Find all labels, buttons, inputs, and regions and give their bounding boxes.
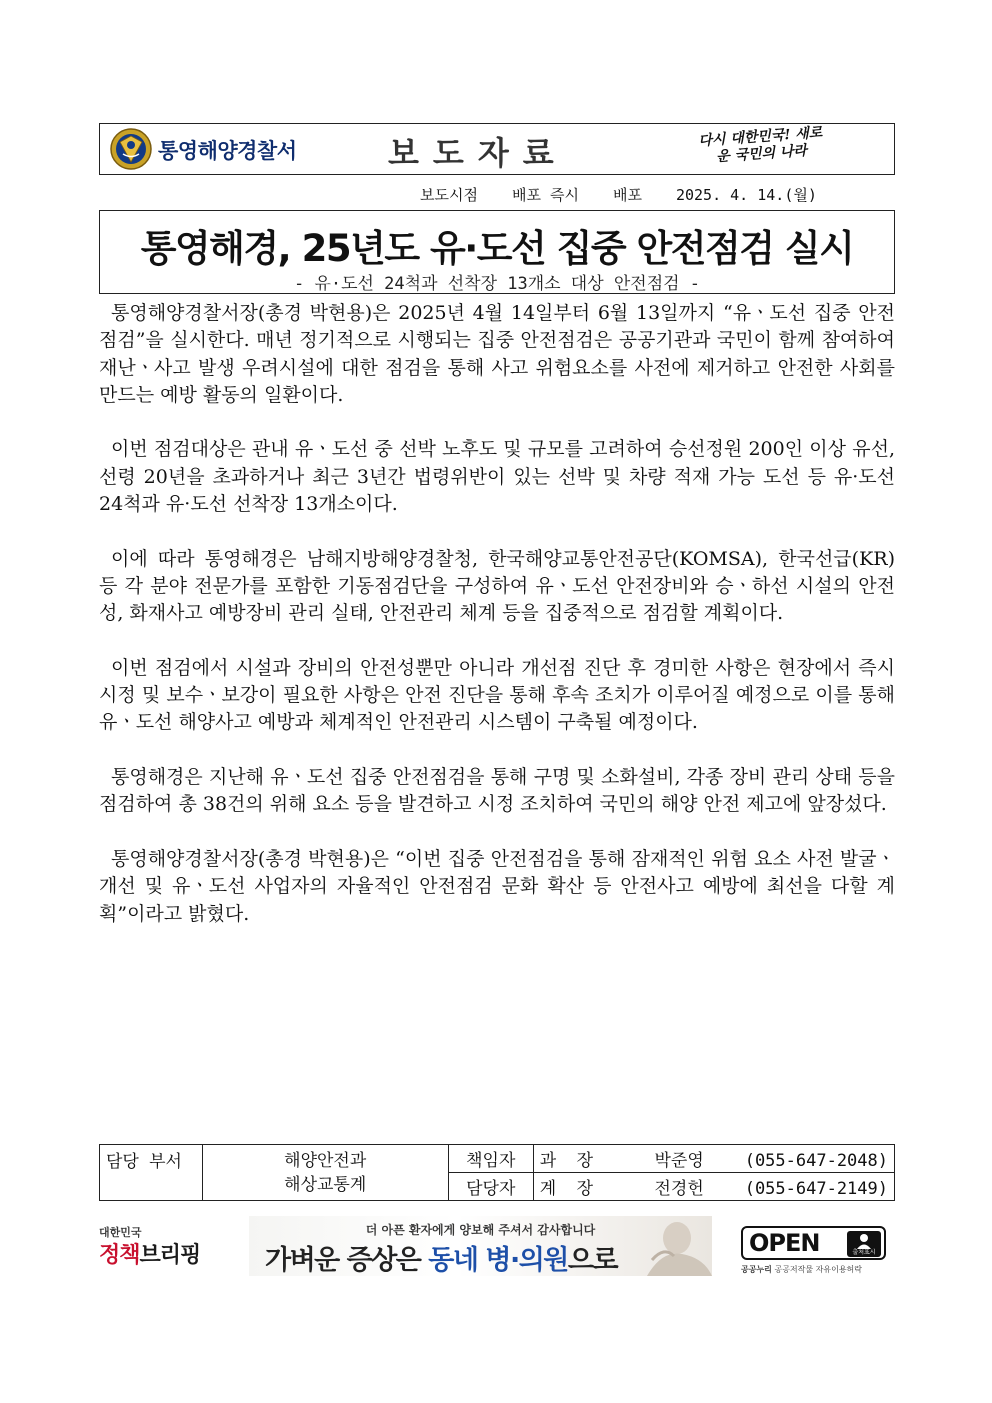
paragraph: 이번 점검대상은 관내 유ㆍ도선 중 선박 노후도 및 규모를 고려하여 승선정원 200인 이상 유선, 선령 20년을 초과하거나 최근 3년간 법령위반이 있는 선박 및 차량 적재 가능 도선 등 유·도선 24척과 유·도선 선착장 13개소이다.	[99, 438, 895, 516]
agency-name: 통영해양경찰서	[158, 139, 297, 163]
table-row	[100, 1145, 895, 1173]
paragraph: 이에 따라 통영해경은 남해지방해양경찰청, 한국해양교통안전공단(KOMSA), 한국선급(KR) 등 각 분야 전문가를 포함한 기동점검단을 구성하여 유ㆍ도선 안전장비와 승ㆍ하선 시설의 안전성, 화재사고 예방장비 관리 실태, 안전관리 체계 등을 집중적으로 점검할 계획이다.	[99, 547, 895, 625]
banner-main-b: 동네 병·의원	[428, 1245, 568, 1276]
campaign-banner[interactable]	[249, 1216, 712, 1276]
contact-detail: 계 장 전경헌 (055-647-2149)	[533, 1173, 894, 1201]
banner-main-text	[265, 1238, 617, 1276]
paragraph: 통영해양경찰서장(총경 박현용)은 “이번 집중 안전점검을 통해 잠재적인 위험 요소 사전 발굴ㆍ개선 및 유ㆍ도선 사업자의 자율적인 안전점검 문화 확산 등 안전사고 예방에 최선을 다할 계획”이라고 밝혔다.	[99, 847, 895, 925]
role-cell: 책임자	[448, 1145, 533, 1173]
open-caption-text: 공공저작물 자유이용허락	[771, 1265, 863, 1274]
release-label: 보도시점	[420, 186, 478, 204]
briefing-name	[99, 1238, 200, 1269]
slogan: 다시 대한민국! 새로운 국민의 나라	[697, 124, 823, 166]
banner-main-c: 으로	[567, 1245, 618, 1276]
dept-unit	[202, 1145, 448, 1201]
headline-title: 통영해경, 25년도 유·도선 집중 안전점검 실시	[140, 227, 854, 270]
briefing-name-a: 정책	[99, 1243, 140, 1268]
footer	[99, 1216, 895, 1278]
header-box	[99, 123, 895, 175]
attribution-badge	[847, 1231, 881, 1257]
headline-subtitle: - 유·도선 24척과 선착장 13개소 대상 안전점검 -	[293, 274, 701, 294]
kogl-open-license[interactable]	[741, 1226, 886, 1276]
dept-label: 담당 부서	[100, 1145, 203, 1201]
briefing-small-label: 대한민국	[99, 1226, 142, 1239]
release-info	[420, 184, 817, 205]
badge-text: 출처표시	[852, 1249, 876, 1256]
unit-line: 해양안전과	[284, 1150, 367, 1171]
briefing-name-b: 브리핑	[139, 1243, 201, 1268]
release-timing: 배포 즉시	[511, 186, 579, 204]
police-emblem-icon	[110, 128, 152, 170]
paragraph: 통영해양경찰서장(총경 박현용)은 2025년 4월 14일부터 6월 13일까지 “유ㆍ도선 집중 안전점검”을 실시한다. 매년 정기적으로 시행되는 집중 안전점검은 공공기관과 국민이 함께 참여하여 재난ㆍ사고 발생 우려시설에 대한 점검을 통해 사고 위험요소를 사전에 제거하고 안전한 사회를 만드는 예방 활동의 일환이다.	[99, 302, 895, 406]
policy-briefing-logo[interactable]	[99, 1224, 209, 1274]
contact-detail: 과 장 박준영 (055-647-2048)	[533, 1145, 894, 1173]
banner-main-a: 가벼운 증상은	[265, 1245, 429, 1276]
contact-table	[99, 1144, 895, 1201]
press-release-title: 보도자료	[388, 134, 568, 172]
open-caption	[741, 1264, 862, 1275]
open-text: OPEN	[749, 1229, 820, 1257]
headline-box	[99, 210, 895, 294]
banner-figure-icon	[622, 1216, 712, 1276]
banner-top-text: 더 아픈 환자에게 양보해 주셔서 감사합니다	[365, 1223, 596, 1237]
paragraph: 이번 점검에서 시설과 장비의 안전성뿐만 아니라 개선점 진단 후 경미한 사항은 현장에서 즉시 시정 및 보수ㆍ보강이 필요한 사항은 안전 진단을 통해 후속 조치가 이루어질 예정으로 이를 통해 유ㆍ도선 해양사고 예방과 체계적인 안전관리 시스템이 구축될 예정이다.	[99, 656, 895, 734]
open-caption-bold: 공공누리	[741, 1265, 772, 1274]
article-body	[99, 300, 895, 928]
unit-line: 해상교통계	[284, 1174, 367, 1195]
paragraph: 통영해경은 지난해 유ㆍ도선 집중 안전점검을 통해 구명 및 소화설비, 각종 장비 관리 상태 등을 점검하여 총 38건의 위해 요소 등을 발견하고 시정 조치하여 국민의 해양 안전 제고에 앞장섰다.	[99, 766, 895, 816]
role-cell: 담당자	[448, 1173, 533, 1201]
release-date-label: 배포	[612, 186, 642, 204]
open-frame	[741, 1226, 886, 1260]
release-date: 2025. 4. 14.(월)	[675, 186, 817, 204]
